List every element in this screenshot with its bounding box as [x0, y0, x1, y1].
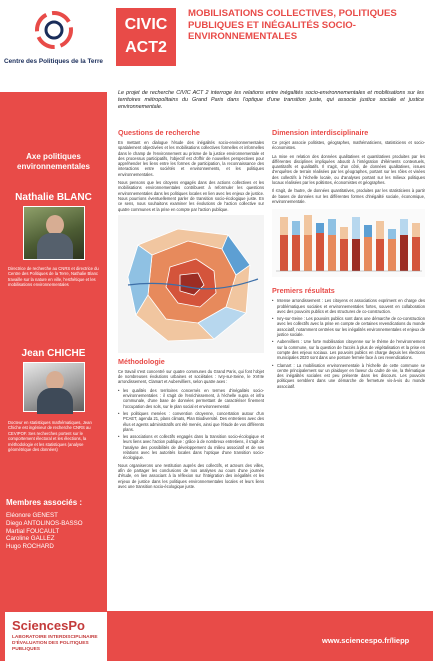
sidebar: [0, 0, 107, 661]
methodology-bullet: • les qualités des territoires concernés en termes d'inégalités socio-environnementales : il s'agit de l'enrichissement, à l'échelle supra et infra communale, d'une base de données permettant de caractériser finement l'occupation des sols, sur le plan social et environnemental: [118, 388, 264, 409]
questions-paragraph: Nous pensons que les citoyens engagés dans des actions collectives et les mobilisations environnementales contribuent à reformuler les questions environnementales dans les politiques locales en lien avec les enjeux de justice. Nous pourrions éventuellement parler de transition socio-écologique juste. En ce sens, nous souhaitons examiner les évolutions de l'action collective sur quatre communes et la prise en compte par l'action publique.: [118, 180, 264, 212]
title-badge-line2: ACT2: [125, 39, 167, 56]
region-map: [118, 215, 264, 353]
members-title: Membres associés :: [6, 498, 83, 507]
member-item: Diego ANTOLINOS-BASSO: [6, 519, 83, 527]
page-title: MOBILISATIONS COLLECTIVES, POLITIQUES PUBLIQUES ET INÉGALITÉS SOCIO-ENVIRONNEMENTALES: [188, 8, 397, 43]
person2-name: Jean CHICHE: [21, 348, 86, 359]
methodology-bullet: • les politiques menées : convention citoyenne, concertation autour d'un PCAET, agenda 21, plans climats, Plan Biodiversité. Des entretiens avec des élus et agents administratifs ont été menés, ainsi que l'étude de vos différents plans.: [118, 411, 264, 432]
map-figure: [118, 215, 264, 353]
interdisciplinary-paragraph: La mise en relation des données qualitatives et quantitatives produites par les différentes disciplines impliquées aboutit à l'intégration d'éléments contextuels, quantitatifs et qualitatifs. Il s'agit, d'un côté, de données qualitatives, issues d'enquêtes de terrain réalisées par les géographes, portant sur les rôles et visées des collectifs à l'échelle locale, ou d'analyses portant sur les milieux politiques locaux réalisées par les politistes, économistes et géographes.: [272, 153, 425, 186]
photo-head: [46, 215, 64, 235]
questions-paragraph: En mettant en dialogue l'étude des inégalités socio-environnementales spatialement objectivées et les mobilisations collectives formelles et informelles dans le champ de l'environnement au prisme de la justice environnementale et des processus participatifs, l'objectif est d'offrir de nouvelles perspectives pour appréhender les liens entre les formes de participation, la reconnaissance des interactions entre sociétés et environnements, et les politiques environnementales.: [118, 140, 264, 177]
main-content: [112, 0, 433, 661]
person2-photo: [23, 362, 85, 412]
title-badge-line1: CIVIC: [124, 16, 168, 33]
photo-body: [37, 233, 73, 259]
earth-logo-icon: [34, 10, 74, 50]
results-heading: Premiers résultats: [272, 286, 335, 296]
footer-logo: [5, 612, 107, 661]
person1-photo: [23, 206, 85, 260]
bar-group: [280, 215, 420, 271]
interdisciplinary-heading: Dimension interdisciplinaire: [272, 128, 369, 137]
person1-bio: Directrice de recherche au CNRS et directrice du Centre des Politiques de la Terre, Nathalie Blanc travaille sur la nature en ville, l'esthétique et les mobilisations environnementales: [8, 266, 99, 288]
methodology-bullet: • les associations et collectifs engagés dans la transition socio-écologique et leurs liens avec l'action publique : grâce à de nombreux entretiens, il s'agit de l'analyse des possibilités de développement du milieu associatif et de ses relations avec les autorités locales dans l'optique d'une transition socio-écologique.: [118, 434, 264, 460]
member-item: Eléonore GENEST: [6, 512, 58, 519]
methodology-heading: Méthodologie: [118, 356, 165, 366]
member-item: Caroline GALLEZ: [6, 535, 55, 543]
methodology-paragraph: Ce travail s'est concentré sur quatre communes du Grand Paris, qui font l'objet de nombreuses évolutions urbaines et sociétales : Ivry-sur-Seine, le XVIIIe arrondissement, Clamart et Aubervilliers, selon quatre axes :: [118, 368, 264, 385]
member-item: Hugo ROCHARD: [6, 543, 54, 551]
lab-name: LABORATOIRE INTERDISCIPLINAIRE D'ÉVALUATION DES POLITIQUES PUBLIQUES: [12, 635, 98, 652]
interdisciplinary-paragraph: Ce projet associe politistes, géographes, mathématiciens, statisticiens et socio-économistes.: [272, 140, 425, 151]
intro-text: Le projet de recherche CIVIC ACT 2 interroge les relations entre inégalités socio-environnementales et mobilisations sur les territoires métropolitains du Grand Paris dans l'optique d'une transition juste, qui associe justice sociale et justice environnementale.: [118, 90, 424, 110]
questions-heading: Questions de recherche: [118, 128, 200, 137]
photo-body: [37, 388, 73, 414]
person1-name: Nathalie BLANC: [15, 192, 92, 203]
person2-bio: Docteur en statistiques mathématiques, Jean Chiche est ingénieur de recherche CNRS au CEVIPOF. Ses recherches portent sur le comportement électoral et les élections, la méthodologie et les statistiques (analyse géométrique des données): [8, 420, 92, 453]
member-item: Martial FOUCAULT: [6, 527, 60, 535]
results-bullet: • Ivry-sur-Seine : Les pouvoirs publics sont dans une démarche de co-construction avec les collectifs avec la prise en compte de certaines revendications du monde associatif, notamment centrées sur les inégalités environnementales et enjeux de justice sociale.: [272, 316, 425, 337]
axes-title: Axe politiques environnementales: [17, 152, 90, 171]
results-bullet: • Clamart : La mobilisation environnementale à l'échelle de cette commune se centre principalement sur un plaidoyer en faveur du cadre de vie, la thématique des inégalités sociales est peu présente dans les discours. Les pouvoirs politiques semblent dans une démarche de fermeture vis-à-vis du monde associatif.: [272, 363, 425, 389]
methodology-paragraph: Nous organiserons une restitution auprès des collectifs, et acteurs des villes, afin de partager les conclusions de nos analyses au cours d'une journée d'étude, en lien associant à la réflexion sur l'intégration des inégalités et les enjeux de justice dans les politiques environnementales locales et leurs liens avec une transition socio-écologique juste.: [118, 462, 264, 489]
stacked-bar-figure: [272, 209, 425, 277]
sciencespo-logo: SciencesPo: [12, 618, 85, 633]
left-column: [118, 128, 264, 492]
interdisciplinary-paragraph: Il s'agit, de l'autre, de données quantitatives, produites par les statisticiens à partir de bases de données sur les différentes formes d'inégalité sociale, économique, environnementale.: [272, 188, 425, 204]
title-badge: [116, 8, 176, 66]
results-bullet: • Intense arrondissement : Les citoyens et associations expriment en charge des problématiques sociales et environnementales fortes, souvent en collaboration avec des pouvoirs publics et des structures de co-construction.: [272, 298, 425, 314]
website-link[interactable]: www.sciencespo.fr/liepp: [322, 636, 410, 645]
right-column: [272, 128, 425, 391]
results-bullet: • Aubervilliers : Une forte mobilisation citoyenne sur le thème de l'environnement sur la commune, sur la question de l'accès à plus de végétalisation et la prise en compte des enjeux sociaux. Les pouvoirs publics en charge depuis les élections municipales 2020 sont dans une posture fermée face à ces revendications.: [272, 339, 425, 360]
logo-block: [0, 0, 107, 92]
logo-text: Centre des Politiques de la Terre: [4, 58, 103, 65]
members-list: [6, 512, 83, 551]
